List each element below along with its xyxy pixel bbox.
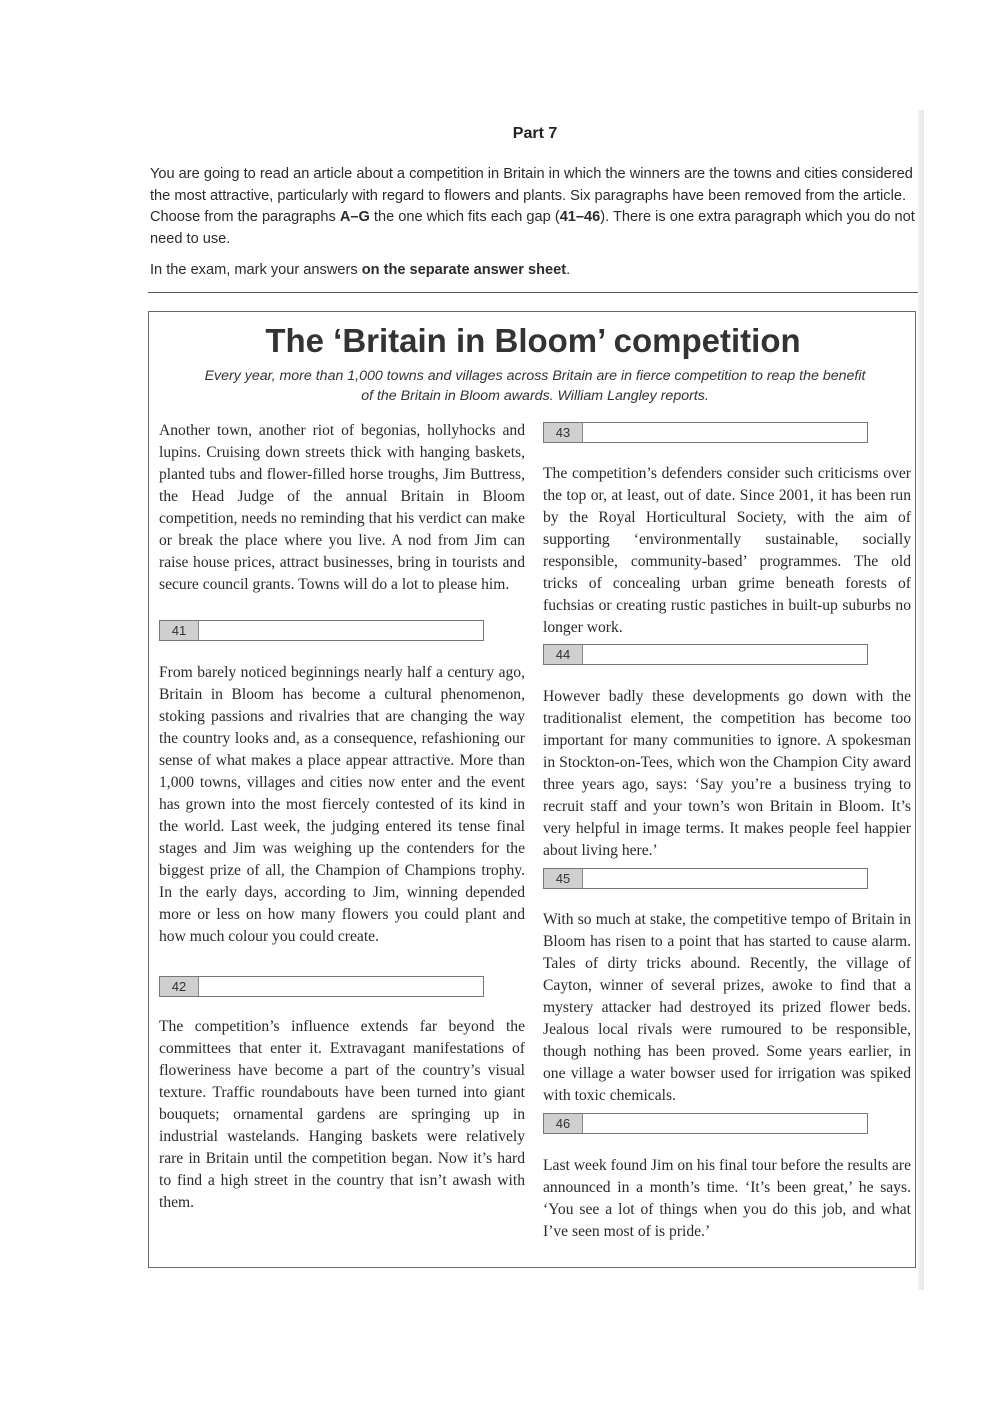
gap-41-answer-box[interactable] bbox=[159, 620, 484, 641]
gap-number: 45 bbox=[544, 869, 583, 888]
page-edge-shadow bbox=[918, 110, 924, 1290]
exam-note-prefix: In the exam, mark your answers bbox=[150, 262, 362, 278]
gap-answer-field[interactable] bbox=[583, 1114, 867, 1133]
article-paragraph-5: However badly these developments go down with the traditionalist element, the competition has become too important for many communities to ignore. A spokesman in Stockton-on-Tees, which won the Champion City award three years ago, says: ‘Say you’re a business trying to recruit staff and your town’s won Britain in Bloom. It’s very helpful in image terms. It makes people feel happier about living here.’ bbox=[543, 688, 911, 859]
instructions-text-3: ). There is one extra paragraph which you do not need to use. bbox=[150, 209, 915, 247]
gap-46-answer-box[interactable] bbox=[543, 1113, 868, 1134]
instructions-text-2: the one which fits each gap ( bbox=[369, 209, 560, 225]
gap-number: 46 bbox=[544, 1114, 583, 1133]
part-heading: Part 7 bbox=[512, 125, 558, 142]
gap-answer-field[interactable] bbox=[199, 621, 483, 640]
divider bbox=[148, 292, 918, 293]
gap-number: 43 bbox=[544, 423, 583, 442]
gap-43-answer-box[interactable] bbox=[543, 422, 868, 443]
gap-44-answer-box[interactable] bbox=[543, 644, 868, 665]
article-paragraph-4: The competition’s defenders consider such criticisms over the top or, at least, out of date. Since 2001, it has been run by the Royal Horticultural Society, with the aim of supporting ‘environmentally sustainable, socially responsible, community-based’ programmes. The old tricks of concealing urban grime beneath forests of fuchsias or creating rustic pastiches in built-up suburbs no longer work. bbox=[543, 465, 911, 636]
exam-note bbox=[150, 262, 920, 278]
article-paragraph-6: With so much at stake, the competitive tempo of Britain in Bloom has risen to a point that has started to cause alarm. Tales of dirty tricks abound. Recently, the village of Cayton, winner of several prizes, awoke to find that a mystery attacker had destroyed its prized flower beds. Jealous local rivals were rumoured to be responsible, though nothing has been proved. Some years earlier, in one village a water bowser used for irrigation was spiked with toxic chemicals. bbox=[543, 911, 911, 1104]
gap-number: 44 bbox=[544, 645, 583, 664]
gap-answer-field[interactable] bbox=[199, 977, 483, 996]
instructions-letters: A–G bbox=[339, 209, 370, 225]
gap-answer-field[interactable] bbox=[583, 645, 867, 664]
gap-answer-field[interactable] bbox=[583, 423, 867, 442]
exam-note-suffix: . bbox=[566, 262, 571, 278]
article-paragraph-2: From barely noticed beginnings nearly half a century ago, Britain in Bloom has become a cultural phenomenon, stoking passions and rivalries that are changing the way the country looks and, as a consequence, refashioning our sense of what makes a place appear attractive. More than 1,000 towns, villages and cities now enter and the event has grown into the most fiercely contested of its kind in the world. Last week, the judging entered its tense final stages and Jim was weighing up the contenders for the biggest prize of all, the Champion of Champions trophy. In the early days, according to Jim, winning depended more or less on how many flowers you could plant and how much colour you could create. bbox=[159, 664, 525, 945]
gap-answer-field[interactable] bbox=[583, 869, 867, 888]
gap-45-answer-box[interactable] bbox=[543, 868, 868, 889]
article-subtitle: Every year, more than 1,000 towns and villages across Britain are in fierce competition to reap the benefit of the Britain in Bloom awards. William Langley reports. bbox=[204, 368, 866, 404]
task-instructions bbox=[150, 164, 920, 250]
gap-number: 41 bbox=[160, 621, 199, 640]
article-paragraph-3: The competition’s influence extends far beyond the committees that enter it. Extravagant manifestations of floweriness have become a part of the country’s visual texture. Traffic roundabouts have been turned into giant bouquets; ornamental gardens are springing up in industrial wastelands. Hanging baskets were relatively rare in Britain until the competition began. Now it’s hard to find a high street in the country that isn’t awash with them. bbox=[159, 1018, 525, 1211]
gap-42-answer-box[interactable] bbox=[159, 976, 484, 997]
exam-note-bold: on the separate answer sheet bbox=[361, 262, 567, 278]
article-paragraph-1: Another town, another riot of begonias, hollyhocks and lupins. Cruising down streets thick with hanging baskets, planted tubs and flower-filled horse troughs, Jim Buttress, the Head Judge of the annual Britain in Bloom competition, needs no reminding that his verdict can make or break the place where you live. A nod from Jim can raise house prices, attract businesses, bring in tourists and secure council grants. Towns will do a lot to please him. bbox=[159, 422, 525, 593]
instructions-text-1: You are going to read an article about a competition in Britain in which the winners are the towns and cities considered the most attractive, particularly with regard to flowers and plants. Six paragraphs have been removed from the article. Choose from the paragraphs bbox=[150, 166, 913, 225]
article-title: The ‘Britain in Bloom’ competition bbox=[265, 322, 801, 359]
instructions-gap-range: 41–46 bbox=[559, 209, 601, 225]
gap-number: 42 bbox=[160, 977, 199, 996]
article-paragraph-7: Last week found Jim on his final tour before the results are announced in a month’s time. ‘It’s been great,’ he says. ‘You see a lot of things when you do this job, and what I’ve seen most of is pride.’ bbox=[543, 1157, 911, 1240]
